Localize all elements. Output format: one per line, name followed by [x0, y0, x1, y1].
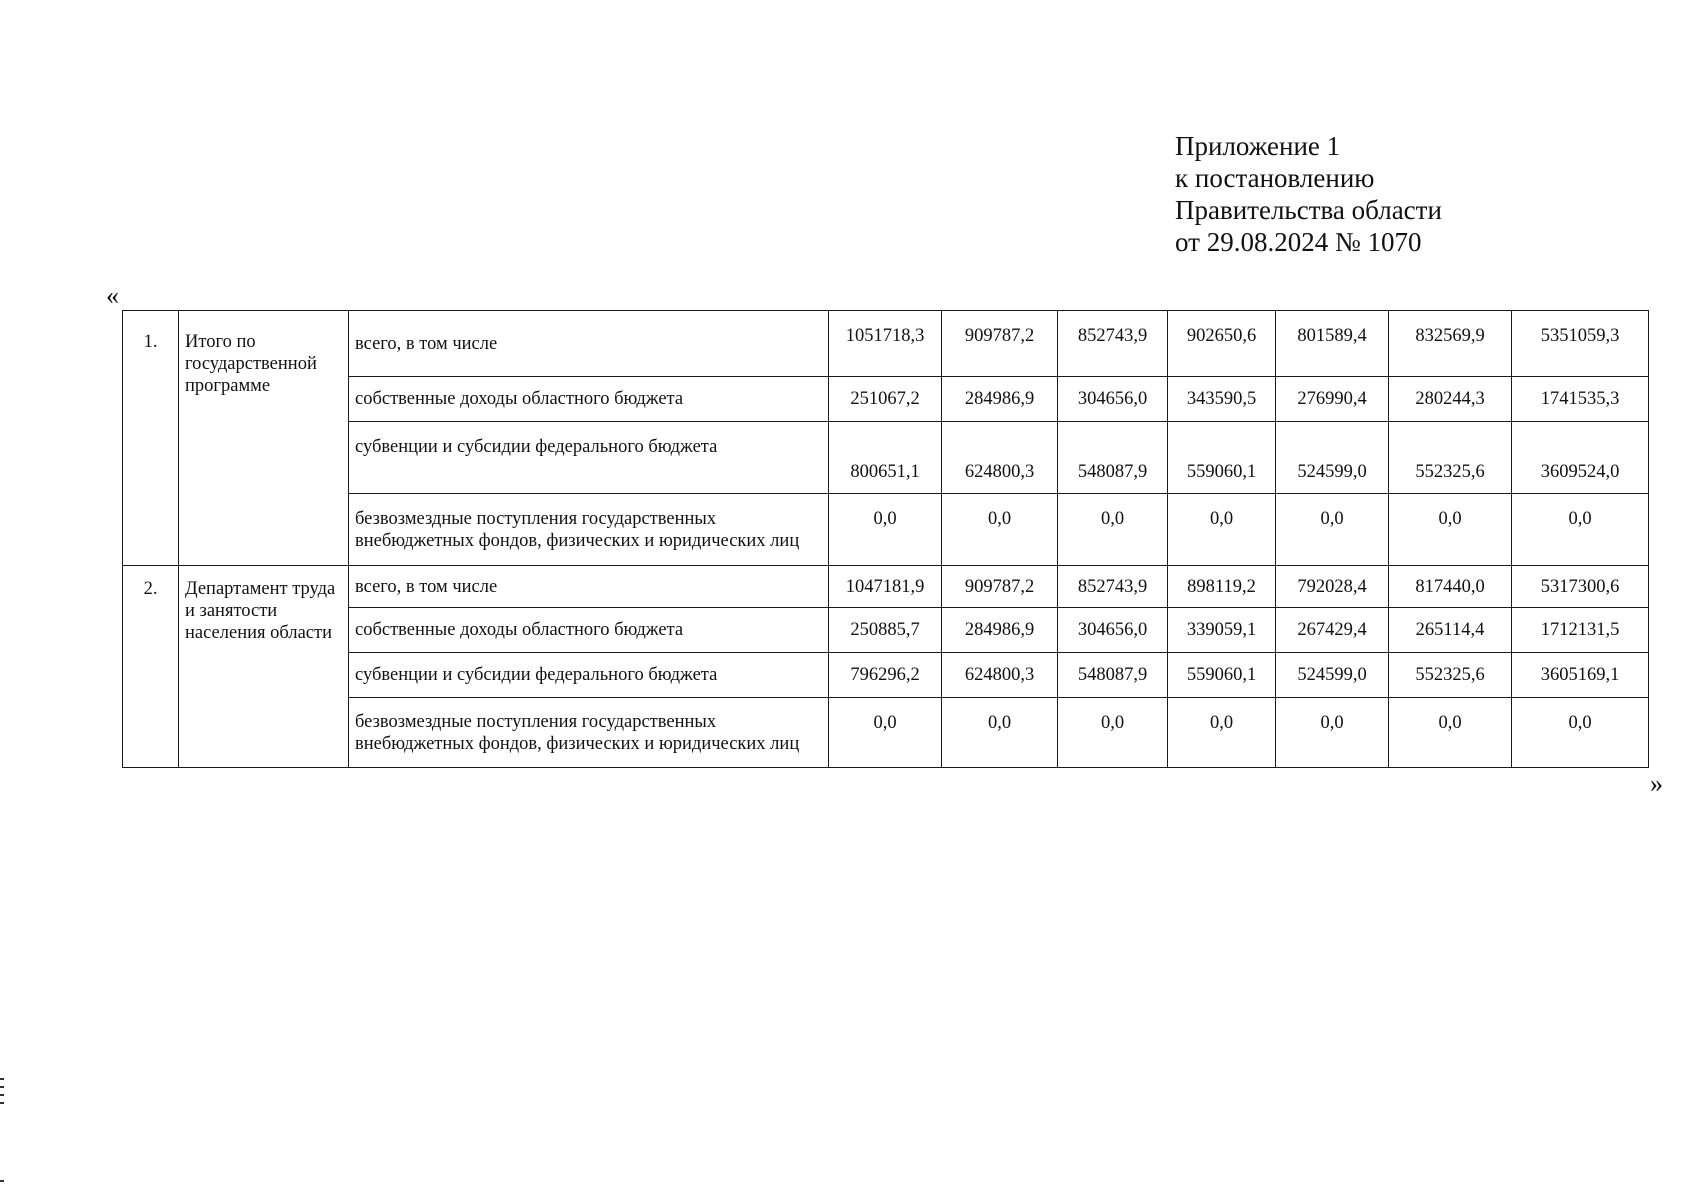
value-cell: 548087,9 [1058, 422, 1168, 494]
value-cell: 552325,6 [1389, 422, 1512, 494]
value-cell: 1712131,5 [1512, 608, 1649, 653]
row-label: субвенции и субсидии федерального бюджета [349, 422, 829, 494]
table-row [123, 311, 1649, 377]
table-row [123, 566, 1649, 608]
value-cell: 792028,4 [1276, 566, 1389, 608]
value-cell: 0,0 [1168, 698, 1276, 768]
value-cell: 267429,4 [1276, 608, 1389, 653]
row-label: безвозмездные поступления государственных внебюджетных фондов, физических и юридических лиц [349, 494, 829, 566]
row-label: всего, в том числе [349, 311, 829, 377]
row-label: субвенции и субсидии федерального бюджета [349, 653, 829, 698]
value-cell: 343590,5 [1168, 377, 1276, 422]
table-row [123, 377, 1649, 422]
value-cell: 3609524,0 [1512, 422, 1649, 494]
value-cell: 0,0 [1512, 494, 1649, 566]
scan-margin-mark [0, 1078, 4, 1080]
value-cell: 0,0 [1389, 698, 1512, 768]
value-cell: 0,0 [942, 494, 1058, 566]
row-label: безвозмездные поступления государственных внебюджетных фондов, физических и юридических лиц [349, 698, 829, 768]
value-cell: 251067,2 [829, 377, 942, 422]
value-cell: 5317300,6 [1512, 566, 1649, 608]
value-cell: 902650,6 [1168, 311, 1276, 377]
value-cell: 909787,2 [942, 311, 1058, 377]
value-cell: 0,0 [829, 698, 942, 768]
value-cell: 0,0 [1276, 698, 1389, 768]
value-cell: 852743,9 [1058, 566, 1168, 608]
value-cell: 852743,9 [1058, 311, 1168, 377]
value-cell: 0,0 [1168, 494, 1276, 566]
table-row [123, 494, 1649, 566]
value-cell: 832569,9 [1389, 311, 1512, 377]
value-cell: 276990,4 [1276, 377, 1389, 422]
value-cell: 0,0 [942, 698, 1058, 768]
value-cell: 0,0 [1512, 698, 1649, 768]
table-row [123, 608, 1649, 653]
value-cell: 796296,2 [829, 653, 942, 698]
value-cell: 524599,0 [1276, 422, 1389, 494]
value-cell: 817440,0 [1389, 566, 1512, 608]
annex-title: Приложение 1 [1175, 131, 1341, 161]
value-cell: 1047181,9 [829, 566, 942, 608]
table-row [123, 698, 1649, 768]
row-label: всего, в том числе [349, 566, 829, 608]
opening-quote: « [106, 281, 119, 310]
value-cell: 304656,0 [1058, 377, 1168, 422]
value-cell: 0,0 [1276, 494, 1389, 566]
value-cell: 280244,3 [1389, 377, 1512, 422]
value-cell: 548087,9 [1058, 653, 1168, 698]
section-number: 2. [123, 566, 179, 768]
value-cell: 0,0 [829, 494, 942, 566]
value-cell: 265114,4 [1389, 608, 1512, 653]
value-cell: 0,0 [1058, 698, 1168, 768]
value-cell: 552325,6 [1389, 653, 1512, 698]
value-cell: 909787,2 [942, 566, 1058, 608]
value-cell: 524599,0 [1276, 653, 1389, 698]
value-cell: 0,0 [1389, 494, 1512, 566]
value-cell: 304656,0 [1058, 608, 1168, 653]
value-cell: 624800,3 [942, 422, 1058, 494]
value-cell: 1051718,3 [829, 311, 942, 377]
annex-line-government: Правительства области [1175, 195, 1442, 225]
value-cell: 898119,2 [1168, 566, 1276, 608]
value-cell: 800651,1 [829, 422, 942, 494]
scan-margin-mark [0, 1180, 4, 1182]
table-row [123, 653, 1649, 698]
row-label: собственные доходы областного бюджета [349, 608, 829, 653]
value-cell: 284986,9 [942, 377, 1058, 422]
row-label: собственные доходы областного бюджета [349, 377, 829, 422]
value-cell: 250885,7 [829, 608, 942, 653]
value-cell: 559060,1 [1168, 653, 1276, 698]
value-cell: 801589,4 [1276, 311, 1389, 377]
closing-quote: » [1650, 769, 1663, 798]
scan-margin-mark [0, 1094, 4, 1096]
value-cell: 3605169,1 [1512, 653, 1649, 698]
section-number: 1. [123, 311, 179, 566]
scan-margin-mark [0, 1102, 4, 1104]
section-name: Департамент труда и занятости населения области [179, 566, 349, 768]
value-cell: 284986,9 [942, 608, 1058, 653]
value-cell: 624800,3 [942, 653, 1058, 698]
finance-table [122, 310, 1649, 768]
annex-line-date-number: от 29.08.2024 № 1070 [1175, 227, 1422, 257]
value-cell: 5351059,3 [1512, 311, 1649, 377]
annex-header [1175, 130, 1442, 258]
value-cell: 1741535,3 [1512, 377, 1649, 422]
scan-margin-mark [0, 1086, 4, 1088]
table-row [123, 422, 1649, 494]
value-cell: 339059,1 [1168, 608, 1276, 653]
section-name: Итого по государственной программе [179, 311, 349, 566]
value-cell: 559060,1 [1168, 422, 1276, 494]
value-cell: 0,0 [1058, 494, 1168, 566]
annex-line-resolution: к постановлению [1175, 163, 1375, 193]
